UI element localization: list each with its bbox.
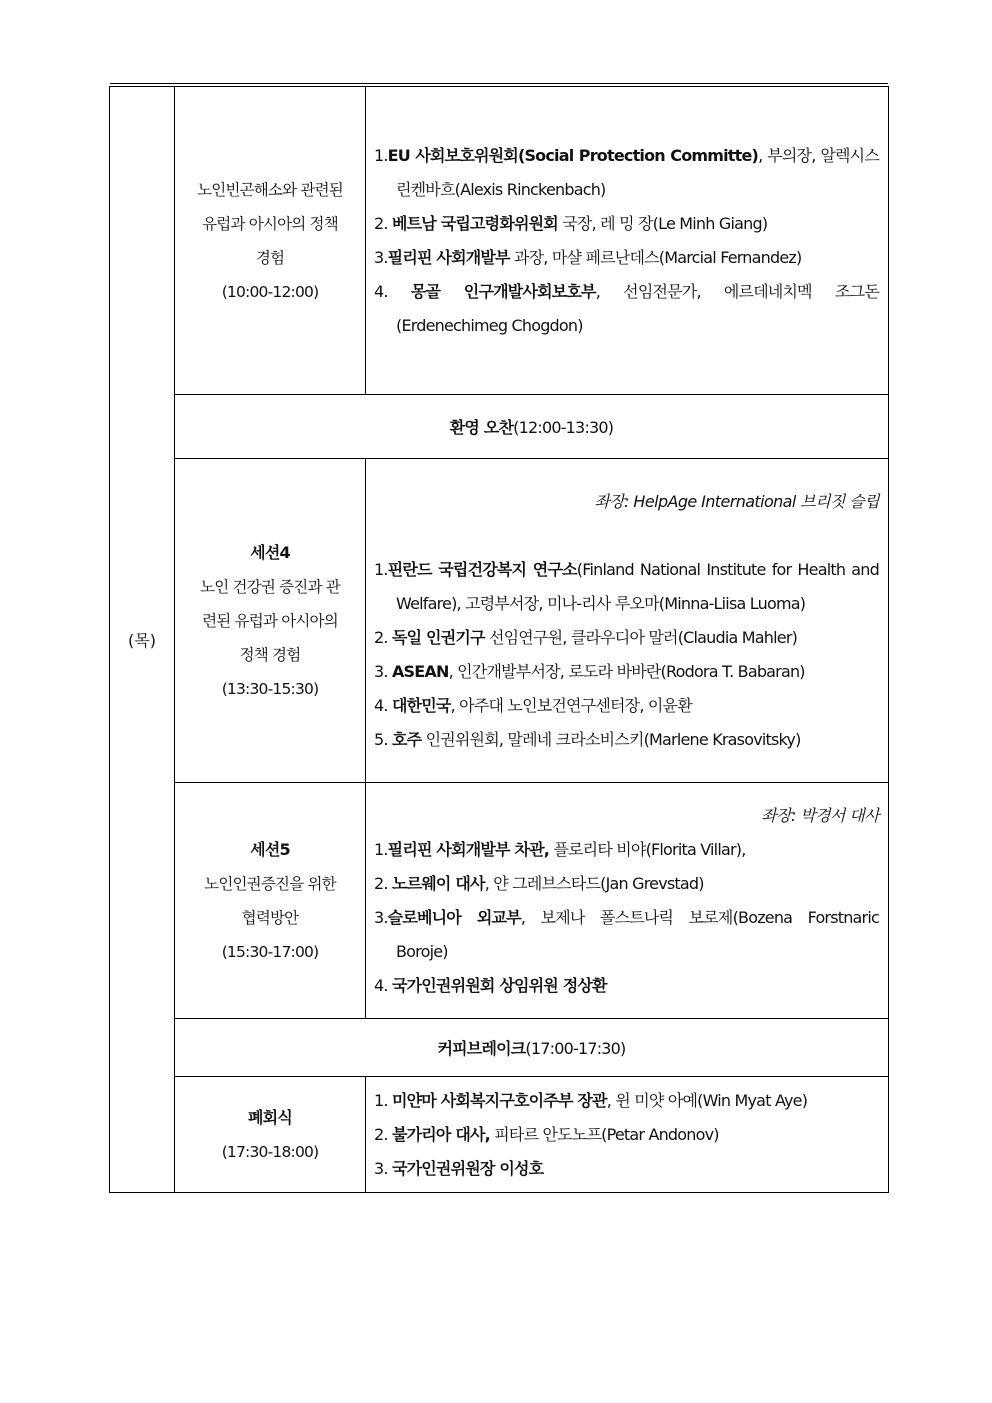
day-label: (목)	[128, 631, 156, 650]
speaker-detail: 플로리타 비야(Florita Villar),	[549, 839, 746, 859]
item-number: 2.	[374, 213, 388, 233]
item-number: 3.	[374, 661, 388, 681]
speaker-org: 대한민국	[391, 695, 451, 715]
speaker-detail: (Finland National Institute for Health and Welfare), 고령부서장, 미나-리사 루오마(Minna-Liisa Luoma)	[396, 559, 879, 613]
day-cell	[110, 87, 175, 1193]
item-number: 4.	[374, 975, 388, 995]
session-title-line: 정책 경험	[239, 645, 301, 664]
item-number: 3.	[374, 907, 388, 927]
speaker-item	[374, 1084, 879, 1118]
coffee-time: (17:00-17:30)	[525, 1039, 626, 1058]
session-time: (15:30-17:00)	[221, 942, 319, 961]
speaker-detail: 국장, 레 밍 장(Le Minh Giang)	[557, 213, 768, 233]
speaker-detail: 인권위원회, 말레네 크라소비스키(Marlene Krasovitsky)	[421, 729, 801, 749]
top-rule	[110, 83, 888, 84]
session-title-line: 노인인권증진을 위한	[204, 874, 336, 893]
session-name: 폐회식	[248, 1107, 292, 1127]
row-session5	[110, 783, 889, 1019]
speaker-org: 독일 인권기구	[391, 627, 485, 647]
speaker-item	[374, 139, 879, 207]
chair-label: 좌장: HelpAge International 브리짓 슬립	[594, 491, 879, 511]
session-title-line: 협력방안	[241, 908, 299, 927]
item-number: 3.	[374, 1158, 388, 1178]
speaker-detail: , 인간개발부서장, 로도라 바바란(Rodora T. Babaran)	[448, 661, 805, 681]
session-title-line: 노인빈곤해소와 관련된	[197, 180, 343, 199]
item-number: 1.	[374, 145, 388, 165]
speaker-item	[374, 969, 879, 1003]
row-session4	[110, 459, 889, 783]
chair-label: 좌장: 박경서 대사	[761, 805, 879, 825]
spacer	[374, 519, 879, 553]
speaker-org: ASEAN	[391, 661, 449, 681]
item-number: 2.	[374, 873, 388, 893]
speaker-org: 노르웨이 대사	[391, 873, 485, 893]
session-title-cell	[175, 87, 366, 395]
item-number: 2.	[374, 1124, 388, 1144]
session-title-line: 경험	[255, 248, 285, 267]
speaker-item	[374, 1118, 879, 1152]
speaker-item	[374, 689, 879, 723]
session-title-cell	[175, 1077, 366, 1193]
coffee-label: 커피브레이크	[437, 1039, 526, 1058]
coffee-cell	[175, 1019, 889, 1077]
session-title-line: 련된 유럽과 아시아의	[202, 611, 338, 630]
item-number: 5.	[374, 729, 388, 749]
item-number: 1.	[374, 839, 388, 859]
item-number: 1.	[374, 1090, 388, 1110]
speaker-item	[374, 655, 879, 689]
speaker-detail: , 부의장, 알렉시스 린켄바흐(Alexis Rinckenbach)	[396, 145, 879, 199]
speaker-item	[374, 207, 879, 241]
speaker-item	[374, 833, 879, 867]
session-title-line: 노인 건강권 증진과 관	[200, 577, 340, 596]
row-closing	[110, 1077, 889, 1193]
speaker-list-cell	[366, 87, 889, 395]
speaker-detail: , 선임전문가, 에르데네치멕 조그돈(Erdenechimeg Chogdon)	[396, 281, 879, 335]
row-lunch	[110, 395, 889, 459]
session-time: (17:30-18:00)	[221, 1142, 319, 1161]
speaker-org: 국가인권위원회 상임위원 정상환	[391, 975, 607, 995]
row-coffee	[110, 1019, 889, 1077]
speaker-org: 베트남 국립고령화위원회	[391, 213, 558, 233]
speaker-item	[374, 1152, 879, 1186]
speaker-item	[374, 621, 879, 655]
speaker-detail: , 보제나 폴스트나릭 보로제(Bozena Forstnaric Boroje)	[396, 907, 879, 961]
lunch-time: (12:00-13:30)	[513, 418, 614, 437]
speaker-org: EU 사회보호위원회(Social Protection Committe)	[387, 145, 759, 165]
session-name: 세션5	[250, 839, 290, 859]
speaker-org: 미얀마 사회복지구호이주부 장관	[391, 1090, 607, 1110]
speaker-detail: 피타르 안도노프(Petar Andonov)	[489, 1124, 719, 1144]
item-number: 4.	[374, 695, 388, 715]
speaker-list-cell	[366, 783, 889, 1019]
speaker-list-cell	[366, 459, 889, 783]
session-name: 세션4	[250, 542, 290, 562]
speaker-item	[374, 241, 879, 275]
speaker-list-cell	[366, 1077, 889, 1193]
speaker-org: 핀란드 국립건강복지 연구소	[387, 559, 577, 579]
session-time: (13:30-15:30)	[221, 679, 319, 698]
speaker-item	[374, 867, 879, 901]
session-time: (10:00-12:00)	[221, 282, 319, 301]
speaker-item	[374, 553, 879, 621]
speaker-item	[374, 723, 879, 757]
item-number: 1.	[374, 559, 388, 579]
speaker-detail: , 아주대 노인보건연구센터장, 이윤환	[450, 695, 692, 715]
program-table	[109, 86, 889, 1193]
session-title-line: 유럽과 아시아의 정책	[202, 214, 338, 233]
session-title-cell	[175, 459, 366, 783]
speaker-item	[374, 275, 879, 343]
session-title-cell	[175, 783, 366, 1019]
lunch-label: 환영 오찬	[449, 418, 514, 437]
speaker-detail: 과장, 마샬 페르난데스(Marcial Fernandez)	[509, 247, 802, 267]
speaker-org: 필리핀 사회개발부 차관,	[387, 839, 550, 859]
speaker-org: 불가리아 대사,	[391, 1124, 490, 1144]
item-number: 3.	[374, 247, 388, 267]
speaker-detail: , 윈 미얏 아예(Win Myat Aye)	[606, 1090, 808, 1110]
item-number: 4.	[374, 281, 388, 301]
speaker-org: 슬로베니아 외교부	[387, 907, 521, 927]
speaker-org: 호주	[391, 729, 422, 749]
speaker-detail: 선임연구원, 클라우디아 말러(Claudia Mahler)	[484, 627, 798, 647]
speaker-org: 몽골 인구개발사회보호부	[410, 281, 596, 301]
row-session-europe-asia	[110, 87, 889, 395]
speaker-detail: , 얀 그레브스타드(Jan Grevstad)	[484, 873, 704, 893]
item-number: 2.	[374, 627, 388, 647]
lunch-cell	[175, 395, 889, 459]
speaker-org: 필리핀 사회개발부	[387, 247, 510, 267]
speaker-item	[374, 901, 879, 969]
speaker-org: 국가인권위원장 이성호	[391, 1158, 544, 1178]
